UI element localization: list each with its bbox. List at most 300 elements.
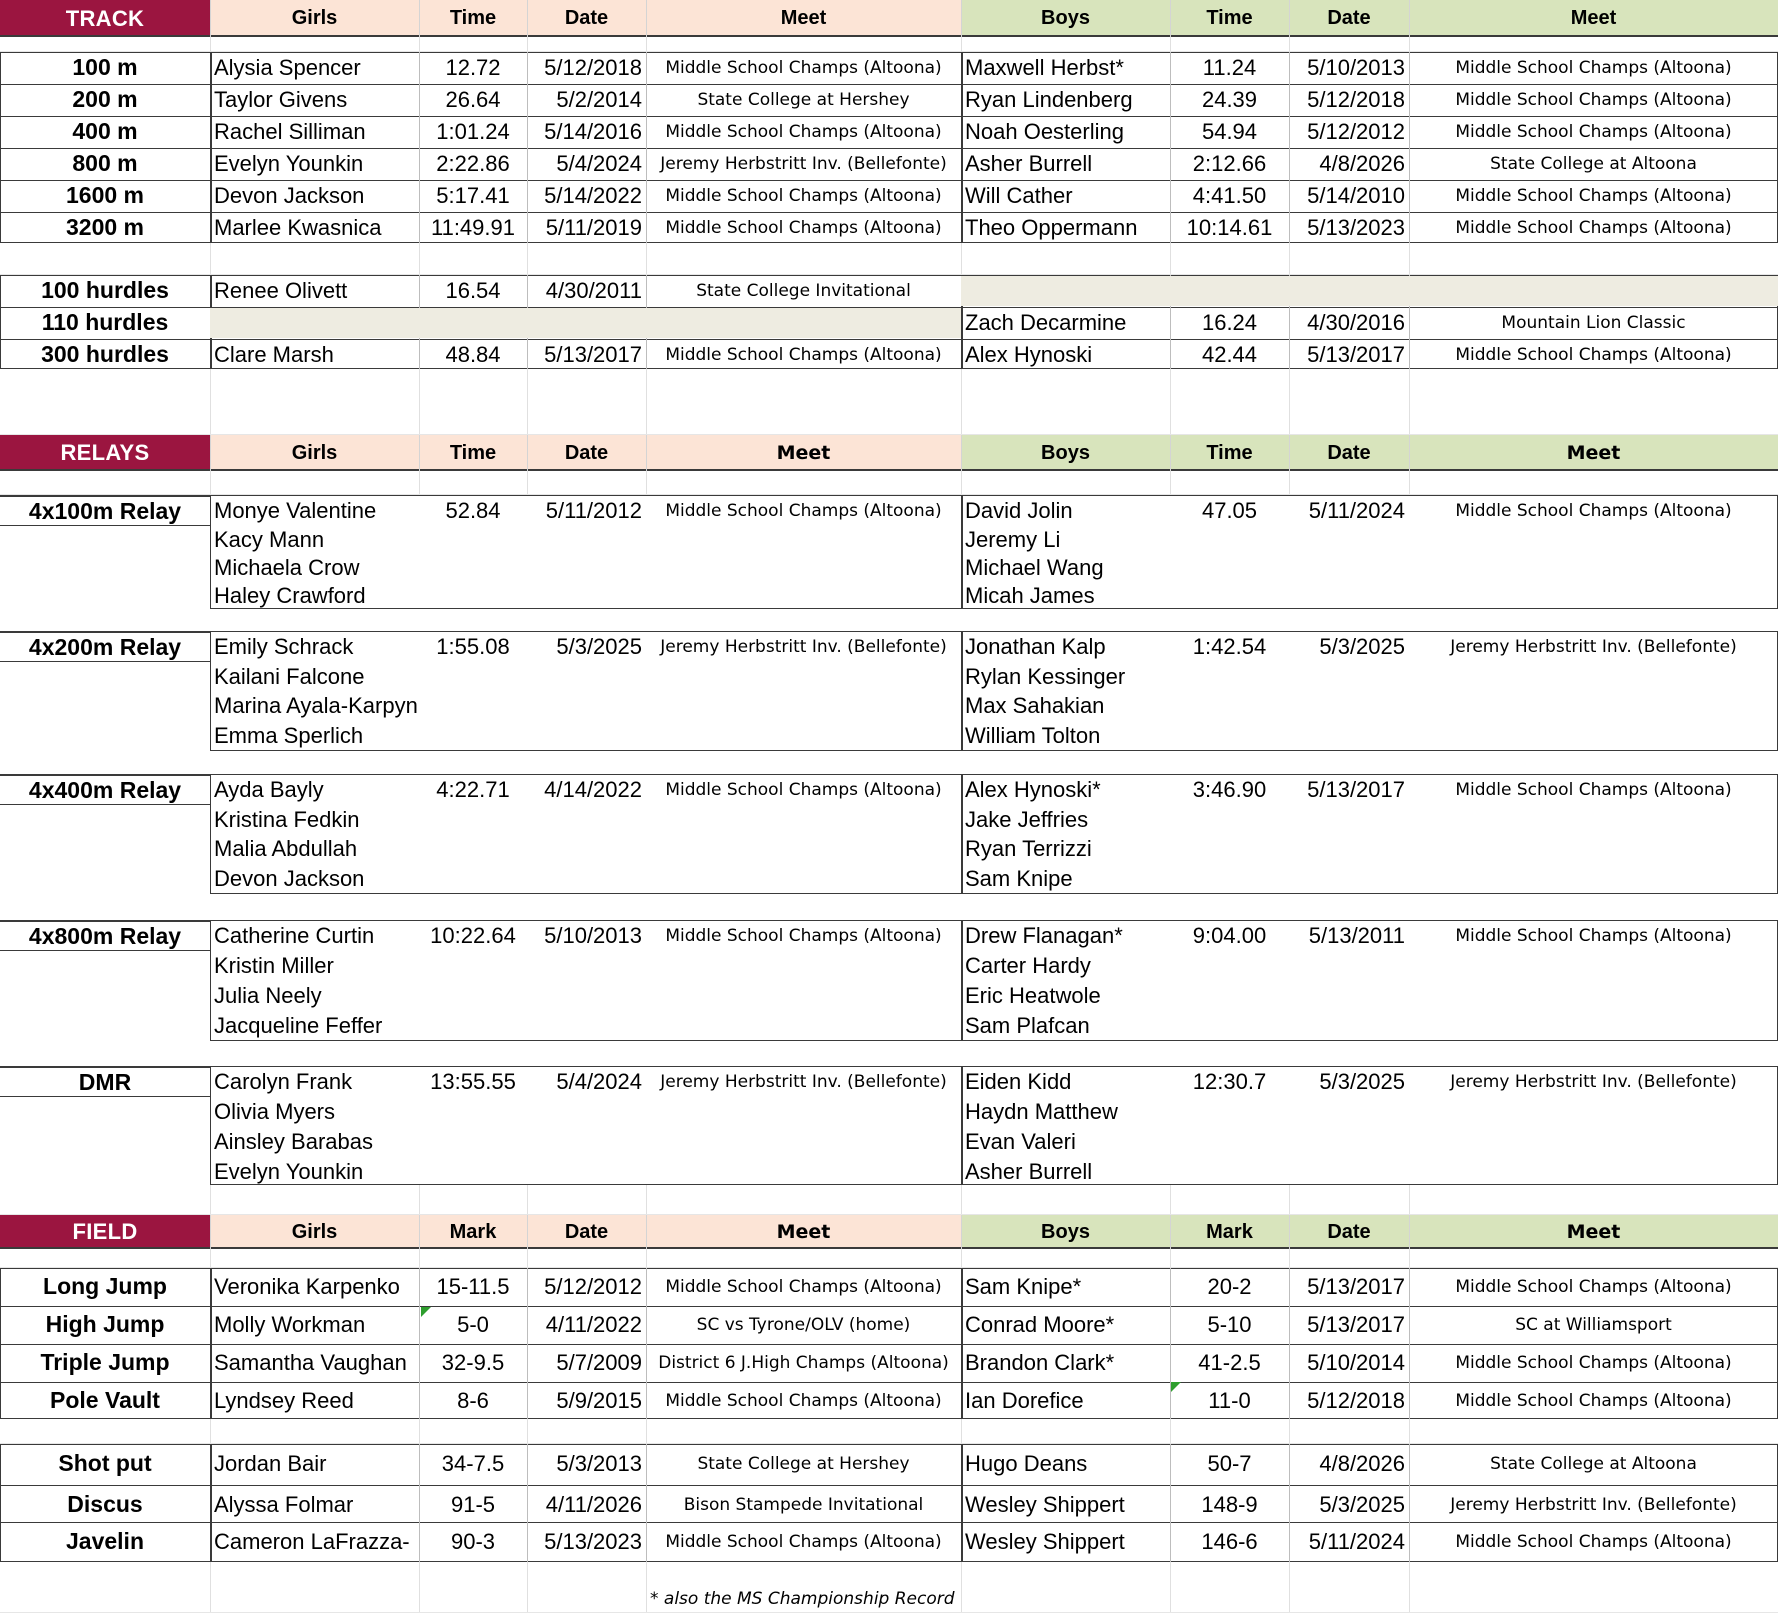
girls-meet: State College Invitational — [696, 280, 911, 301]
girls-record-holder: Clare Marsh — [214, 341, 334, 367]
girls-date: 4/11/2022 — [545, 1311, 642, 1337]
grid-line — [646, 1419, 647, 1444]
girls-record-holder: Devon Jackson — [214, 182, 365, 208]
boys-meet: Middle School Champs (Altoona) — [1455, 57, 1732, 78]
grid-line — [1289, 435, 1290, 471]
boys-meet: Middle School Champs (Altoona) — [1455, 121, 1732, 142]
header-underline — [0, 35, 1778, 37]
girls-date: 5/11/2019 — [545, 214, 642, 240]
girls-mark: 16.54 — [445, 277, 501, 303]
boys-mark — [1170, 275, 1289, 306]
grid-line — [646, 1215, 647, 1249]
boys-meet: Middle School Champs (Altoona) — [1455, 780, 1732, 800]
boys-date: 5/12/2018 — [1307, 1387, 1405, 1413]
grid-line — [527, 1249, 528, 1268]
meet-header: Meet — [1409, 0, 1778, 37]
grid-line — [419, 1562, 420, 1613]
girls-meet: Jeremy Herbstritt Inv. (Bellefonte) — [660, 637, 947, 657]
girls-relay-runner: Michaela Crow — [214, 555, 360, 580]
grid-line — [1170, 37, 1171, 52]
boys-mark: 12:30.7 — [1192, 1069, 1267, 1094]
row-divider — [0, 661, 210, 662]
boys-mark: 47.05 — [1201, 498, 1258, 523]
girls-relay-runner: Ainsley Barabas — [214, 1129, 373, 1154]
boys-mark: 146-6 — [1201, 1528, 1258, 1554]
time-header: Time — [419, 0, 527, 37]
grid-line — [1170, 0, 1171, 37]
girls-meet: Middle School Champs (Altoona) — [665, 57, 942, 78]
girls-meet: Middle School Champs (Altoona) — [665, 926, 942, 946]
boys-date: 5/3/2025 — [1319, 634, 1405, 659]
event-name: Pole Vault — [50, 1387, 160, 1413]
event-name: 800 m — [72, 150, 138, 176]
girls-record-holder: Veronika Karpenko — [214, 1273, 400, 1299]
girls-date: 5/14/2016 — [544, 118, 642, 144]
boys-record-holder: Conrad Moore* — [965, 1311, 1115, 1337]
grid-line — [646, 435, 647, 471]
girls-mark: 5:17.41 — [436, 182, 510, 208]
girls-meet: Middle School Champs (Altoona) — [665, 121, 942, 142]
grid-line — [0, 434, 1778, 435]
grid-line — [0, 51, 1778, 52]
row-divider — [0, 950, 210, 951]
footnote: * also the MS Championship Record — [650, 1589, 955, 1609]
boys-relay-runner: Sam Plafcan — [965, 1013, 1090, 1038]
grid-line — [1409, 471, 1410, 495]
grid-line — [1409, 369, 1410, 435]
grid-line — [527, 1215, 528, 1249]
relay-event-name: 4x400m Relay — [28, 776, 182, 803]
grid-line — [961, 1185, 962, 1215]
relays-section-title: RELAYS — [0, 435, 210, 471]
grid-line — [961, 435, 962, 471]
girls-record-holder: Renee Olivett — [214, 277, 348, 303]
girls-record-holder: Alysia Spencer — [214, 54, 361, 80]
girls-mark: 1:55.08 — [436, 634, 510, 659]
grid-line — [419, 435, 420, 471]
girls-meet: District 6 J.High Champs (Altoona) — [658, 1352, 949, 1373]
girls-record-holder: Evelyn Younkin — [214, 150, 364, 176]
meet-header: Meet — [646, 0, 961, 37]
girls-date: 5/4/2024 — [556, 1069, 642, 1094]
meet-header: Meet — [1409, 435, 1778, 471]
grid-line — [419, 1185, 420, 1215]
grid-line — [646, 1249, 647, 1268]
grid-line — [1170, 243, 1171, 275]
boys-record-holder: Wesley Shippert — [965, 1491, 1125, 1517]
boys-mark: 11-0 — [1208, 1387, 1251, 1413]
relay-event-name: DMR — [78, 1068, 132, 1095]
girls-meet: Middle School Champs (Altoona) — [665, 217, 942, 238]
grid-line — [1409, 1562, 1410, 1613]
boys-meet: Middle School Champs (Altoona) — [1455, 1276, 1732, 1297]
boys-mark: 24.39 — [1201, 86, 1258, 112]
header-underline — [0, 1247, 1778, 1249]
date-header: Date — [1289, 435, 1409, 471]
grid-line — [1409, 1419, 1410, 1444]
grid-line — [0, 1443, 1778, 1444]
girls-date — [527, 307, 646, 338]
grid-line — [646, 471, 647, 495]
grid-line — [527, 435, 528, 471]
grid-line — [961, 1215, 962, 1249]
boys-relay-runner: Sam Knipe — [965, 866, 1073, 891]
boys-relay-runner: Ryan Terrizzi — [965, 836, 1092, 861]
boys-record-holder: Asher Burrell — [965, 150, 1093, 176]
boys-meet: Middle School Champs (Altoona) — [1455, 89, 1732, 110]
girls-relay-runner: Ayda Bayly — [214, 777, 324, 802]
boys-record-holder — [961, 275, 1170, 306]
grid-line — [1170, 369, 1171, 435]
comment-marker-icon[interactable] — [421, 1307, 431, 1317]
grid-line — [1289, 0, 1290, 37]
time-header: Time — [419, 435, 527, 471]
grid-line — [527, 369, 528, 435]
girls-mark — [419, 307, 527, 338]
grid-line — [1170, 435, 1171, 471]
girls-relay-runner: Marina Ayala-Karpyn — [214, 693, 418, 718]
girls-meet: Middle School Champs (Altoona) — [665, 344, 942, 365]
girls-mark: 90-3 — [450, 1528, 496, 1554]
boys-meet — [1409, 275, 1778, 306]
girls-record-holder: Cameron LaFrazza- — [214, 1528, 410, 1554]
grid-line — [419, 1249, 420, 1268]
boys-mark: 4:41.50 — [1192, 182, 1267, 208]
grid-line — [961, 1419, 962, 1444]
grid-line — [1170, 1215, 1171, 1249]
girls-relay-runner: Monye Valentine — [214, 498, 377, 523]
boys-date: 5/13/2011 — [1308, 923, 1405, 948]
girls-mark: 52.84 — [445, 498, 501, 523]
grid-line — [1409, 435, 1410, 471]
boys-mark: 3:46.90 — [1192, 777, 1267, 802]
boys-relay-runner: William Tolton — [965, 723, 1101, 748]
boys-date: 5/11/2024 — [1308, 498, 1405, 523]
grid-line — [1409, 1185, 1410, 1215]
boys-relay-runner: Jake Jeffries — [965, 807, 1089, 832]
boys-mark: 9:04.00 — [1192, 923, 1267, 948]
date-header: Date — [527, 435, 646, 471]
grid-line — [419, 37, 420, 52]
girls-record-holder: Marlee Kwasnica — [214, 214, 382, 240]
girls-meet: SC vs Tyrone/OLV (home) — [696, 1314, 911, 1335]
grid-line — [210, 471, 211, 495]
boys-meet: SC at Williamsport — [1515, 1314, 1672, 1335]
girls-mark: 5-0 — [457, 1311, 489, 1337]
grid-line — [210, 1419, 211, 1444]
boys-relay-runner: Evan Valeri — [965, 1129, 1076, 1154]
girls-record-holder — [210, 307, 419, 338]
grid-line — [1170, 1185, 1171, 1215]
date-header: Date — [527, 0, 646, 37]
boys-meet: Middle School Champs (Altoona) — [1455, 344, 1732, 365]
boys-date: 5/10/2014 — [1307, 1349, 1405, 1375]
comment-marker-icon[interactable] — [1171, 1382, 1181, 1392]
boys-relay-runner: David Jolin — [965, 498, 1073, 523]
girls-date: 5/13/2017 — [544, 341, 642, 367]
date-header: Date — [527, 1215, 646, 1249]
boys-relay-runner: Carter Hardy — [965, 953, 1091, 978]
grid-line — [1289, 471, 1290, 495]
girls-relay-runner: Jacqueline Feffer — [214, 1013, 383, 1038]
boys-record-holder: Wesley Shippert — [965, 1528, 1125, 1554]
girls-meet: Middle School Champs (Altoona) — [665, 501, 942, 521]
event-name: Long Jump — [43, 1273, 167, 1299]
boys-mark: 42.44 — [1201, 341, 1258, 367]
girls-relay-runner: Devon Jackson — [214, 866, 365, 891]
boys-header: Boys — [961, 1215, 1170, 1249]
boys-relay-runner: Alex Hynoski* — [965, 777, 1101, 802]
boys-relay-runner: Drew Flanagan* — [965, 923, 1123, 948]
boys-record-holder: Will Cather — [965, 182, 1073, 208]
row-divider — [0, 1096, 210, 1097]
girls-mark: 32-9.5 — [441, 1349, 505, 1375]
boys-meet: State College at Altoona — [1490, 1453, 1697, 1474]
girls-meet: Jeremy Herbstritt Inv. (Bellefonte) — [660, 153, 947, 174]
boys-meet: Middle School Champs (Altoona) — [1455, 1390, 1732, 1411]
header-underline — [0, 469, 1778, 471]
girls-date: 4/11/2026 — [545, 1491, 642, 1517]
girls-meet: Jeremy Herbstritt Inv. (Bellefonte) — [660, 1072, 947, 1092]
girls-date: 5/3/2025 — [556, 634, 642, 659]
grid-line — [210, 0, 211, 37]
grid-line — [1289, 37, 1290, 52]
girls-date: 5/13/2023 — [544, 1528, 642, 1554]
boys-relay-runner: Haydn Matthew — [965, 1099, 1118, 1124]
grid-line — [1289, 1249, 1290, 1268]
grid-line — [527, 471, 528, 495]
grid-line — [646, 0, 647, 37]
girls-header: Girls — [210, 435, 419, 471]
grid-line — [527, 1562, 528, 1613]
boys-mark: 148-9 — [1201, 1491, 1258, 1517]
girls-relay-runner: Kailani Falcone — [214, 664, 365, 689]
event-name: Triple Jump — [40, 1349, 170, 1375]
girls-relay-runner: Kacy Mann — [214, 527, 325, 552]
grid-line — [210, 1249, 211, 1268]
boys-mark: 10:14.61 — [1186, 214, 1273, 240]
grid-line — [1409, 37, 1410, 52]
boys-record-holder: Ryan Lindenberg — [965, 86, 1133, 112]
girls-meet: Bison Stampede Invitational — [683, 1494, 924, 1515]
grid-line — [210, 1185, 211, 1215]
boys-mark: 54.94 — [1201, 118, 1258, 144]
grid-line — [419, 0, 420, 37]
girls-relay-runner: Haley Crawford — [214, 583, 366, 608]
boys-meet: State College at Altoona — [1490, 153, 1697, 174]
girls-meet: Middle School Champs (Altoona) — [665, 1531, 942, 1552]
girls-header: Girls — [210, 1215, 419, 1249]
grid-line — [210, 369, 211, 435]
grid-line — [0, 1267, 1778, 1268]
girls-meet: State College at Hershey — [697, 1453, 910, 1474]
grid-line — [527, 37, 528, 52]
girls-relay-runner: Julia Neely — [214, 983, 322, 1008]
boys-meet: Mountain Lion Classic — [1501, 312, 1686, 333]
girls-date: 5/12/2018 — [544, 54, 642, 80]
grid-line — [0, 1214, 1778, 1215]
row-divider — [0, 804, 210, 805]
event-name: 110 hurdles — [41, 309, 169, 335]
field-section-title: FIELD — [0, 1215, 210, 1249]
boys-meet: Jeremy Herbstritt Inv. (Bellefonte) — [1450, 1072, 1737, 1092]
girls-relay-runner: Carolyn Frank — [214, 1069, 353, 1094]
girls-date: 5/12/2012 — [544, 1273, 642, 1299]
girls-meet: Middle School Champs (Altoona) — [665, 185, 942, 206]
girls-relay-runner: Emma Sperlich — [214, 723, 364, 748]
girls-relay-runner: Emily Schrack — [214, 634, 354, 659]
boys-date: 4/30/2016 — [1307, 309, 1405, 335]
boys-relay-runner: Jeremy Li — [965, 527, 1061, 552]
grid-line — [1409, 0, 1410, 37]
time-header: Mark — [419, 1215, 527, 1249]
meet-header: Meet — [646, 1215, 961, 1249]
relay-event-name: 4x800m Relay — [28, 922, 182, 949]
grid-line — [961, 0, 962, 37]
boys-relay-runner: Michael Wang — [965, 555, 1104, 580]
boys-relay-runner: Micah James — [965, 583, 1095, 608]
grid-line — [210, 435, 211, 471]
boys-record-holder: Maxwell Herbst* — [965, 54, 1124, 80]
grid-line — [210, 1562, 211, 1613]
boys-record-holder: Theo Oppermann — [965, 214, 1138, 240]
boys-date: 5/13/2017 — [1307, 1311, 1405, 1337]
girls-mark: 48.84 — [445, 341, 501, 367]
boys-relay-runner: Asher Burrell — [965, 1159, 1093, 1184]
girls-relay-runner: Kristin Miller — [214, 953, 334, 978]
girls-record-holder: Lyndsey Reed — [214, 1387, 354, 1413]
boys-mark: 20-2 — [1207, 1273, 1252, 1299]
boys-relay-runner: Eric Heatwole — [965, 983, 1101, 1008]
boys-mark: 5-10 — [1207, 1311, 1252, 1337]
grid-line — [527, 0, 528, 37]
relay-event-name: 4x100m Relay — [28, 497, 182, 524]
event-name: 200 m — [72, 86, 138, 112]
meet-header: Meet — [1409, 1215, 1778, 1249]
boys-date: 5/13/2017 — [1307, 777, 1405, 802]
girls-meet: State College at Hershey — [697, 89, 910, 110]
grid-line — [419, 243, 420, 275]
girls-mark: 4:22.71 — [436, 777, 510, 802]
time-header: Mark — [1170, 1215, 1289, 1249]
boys-record-holder: Ian Dorefice — [965, 1387, 1084, 1413]
grid-line — [1170, 1419, 1171, 1444]
grid-line — [0, 494, 1778, 495]
boys-relay-runner: Max Sahakian — [965, 693, 1105, 718]
girls-mark: 13:55.55 — [430, 1069, 516, 1094]
girls-record-holder: Taylor Givens — [214, 86, 348, 112]
grid-line — [1289, 1419, 1290, 1444]
time-header: Time — [1170, 435, 1289, 471]
girls-date: 5/10/2013 — [544, 923, 642, 948]
boys-mark: 11.24 — [1202, 54, 1257, 80]
boys-meet: Middle School Champs (Altoona) — [1455, 1352, 1732, 1373]
grid-line — [961, 37, 962, 52]
grid-line — [0, 274, 1778, 275]
girls-date: 5/9/2015 — [556, 1387, 642, 1413]
girls-mark: 11:49.91 — [430, 214, 515, 240]
girls-meet: Middle School Champs (Altoona) — [665, 780, 942, 800]
boys-header: Boys — [961, 435, 1170, 471]
boys-meet: Jeremy Herbstritt Inv. (Bellefonte) — [1450, 637, 1737, 657]
grid-line — [419, 1419, 420, 1444]
date-header: Date — [1289, 0, 1409, 37]
boys-record-holder: Noah Oesterling — [965, 118, 1124, 144]
grid-line — [1289, 1215, 1290, 1249]
boys-date — [1289, 275, 1409, 306]
grid-line — [527, 243, 528, 275]
boys-meet: Middle School Champs (Altoona) — [1455, 217, 1732, 238]
grid-line — [1409, 243, 1410, 275]
girls-date: 5/14/2022 — [544, 182, 642, 208]
girls-date: 5/2/2014 — [556, 86, 642, 112]
grid-line — [1289, 243, 1290, 275]
boys-mark: 2:12.66 — [1192, 150, 1267, 176]
girls-mark: 12.72 — [445, 54, 501, 80]
boys-date: 5/12/2012 — [1307, 118, 1405, 144]
boys-date: 5/13/2023 — [1307, 214, 1405, 240]
girls-date: 4/30/2011 — [545, 277, 642, 303]
boys-header: Boys — [961, 0, 1170, 37]
boys-mark: 41-2.5 — [1198, 1349, 1261, 1375]
girls-mark: 10:22.64 — [430, 923, 516, 948]
event-name: Shot put — [58, 1450, 152, 1476]
event-name: 100 m — [72, 54, 138, 80]
event-name: 3200 m — [65, 214, 144, 240]
grid-line — [961, 369, 962, 435]
grid-line — [419, 1215, 420, 1249]
grid-line — [419, 369, 420, 435]
grid-line — [527, 1185, 528, 1215]
boys-date: 5/13/2017 — [1307, 1273, 1405, 1299]
boys-date: 5/3/2025 — [1319, 1491, 1405, 1517]
grid-line — [961, 471, 962, 495]
date-header: Date — [1289, 1215, 1409, 1249]
boys-date: 5/11/2024 — [1308, 1528, 1405, 1554]
girls-relay-runner: Kristina Fedkin — [214, 807, 360, 832]
girls-meet: Middle School Champs (Altoona) — [665, 1390, 942, 1411]
boys-relay-runner: Rylan Kessinger — [965, 664, 1126, 689]
girls-meet: Middle School Champs (Altoona) — [665, 1276, 942, 1297]
girls-mark: 8-6 — [457, 1387, 489, 1413]
boys-meet: Middle School Champs (Altoona) — [1455, 185, 1732, 206]
row-divider — [0, 525, 210, 526]
girls-mark: 15-11.5 — [436, 1273, 510, 1299]
grid-line — [1170, 471, 1171, 495]
girls-date: 5/4/2024 — [556, 150, 642, 176]
event-name: 1600 m — [65, 182, 144, 208]
boys-relay-runner: Jonathan Kalp — [965, 634, 1106, 659]
girls-date: 5/3/2013 — [556, 1450, 642, 1476]
relay-event-name: 4x200m Relay — [28, 633, 182, 660]
boys-date: 4/8/2026 — [1319, 1450, 1405, 1476]
event-name: High Jump — [45, 1311, 165, 1337]
girls-relay-runner: Malia Abdullah — [214, 836, 358, 861]
grid-line — [1409, 1215, 1410, 1249]
boys-mark: 1:42.54 — [1192, 634, 1267, 659]
girls-relay-runner: Olivia Myers — [214, 1099, 336, 1124]
boys-meet: Middle School Champs (Altoona) — [1455, 501, 1732, 521]
boys-meet: Jeremy Herbstritt Inv. (Bellefonte) — [1450, 1494, 1737, 1515]
grid-line — [961, 1249, 962, 1268]
grid-line — [210, 37, 211, 52]
boys-record-holder: Hugo Deans — [965, 1450, 1088, 1476]
girls-mark: 34-7.5 — [441, 1450, 505, 1476]
boys-meet: Middle School Champs (Altoona) — [1455, 1531, 1732, 1552]
girls-record-holder: Rachel Silliman — [214, 118, 366, 144]
girls-meet — [646, 307, 961, 338]
boys-date: 4/8/2026 — [1319, 150, 1405, 176]
